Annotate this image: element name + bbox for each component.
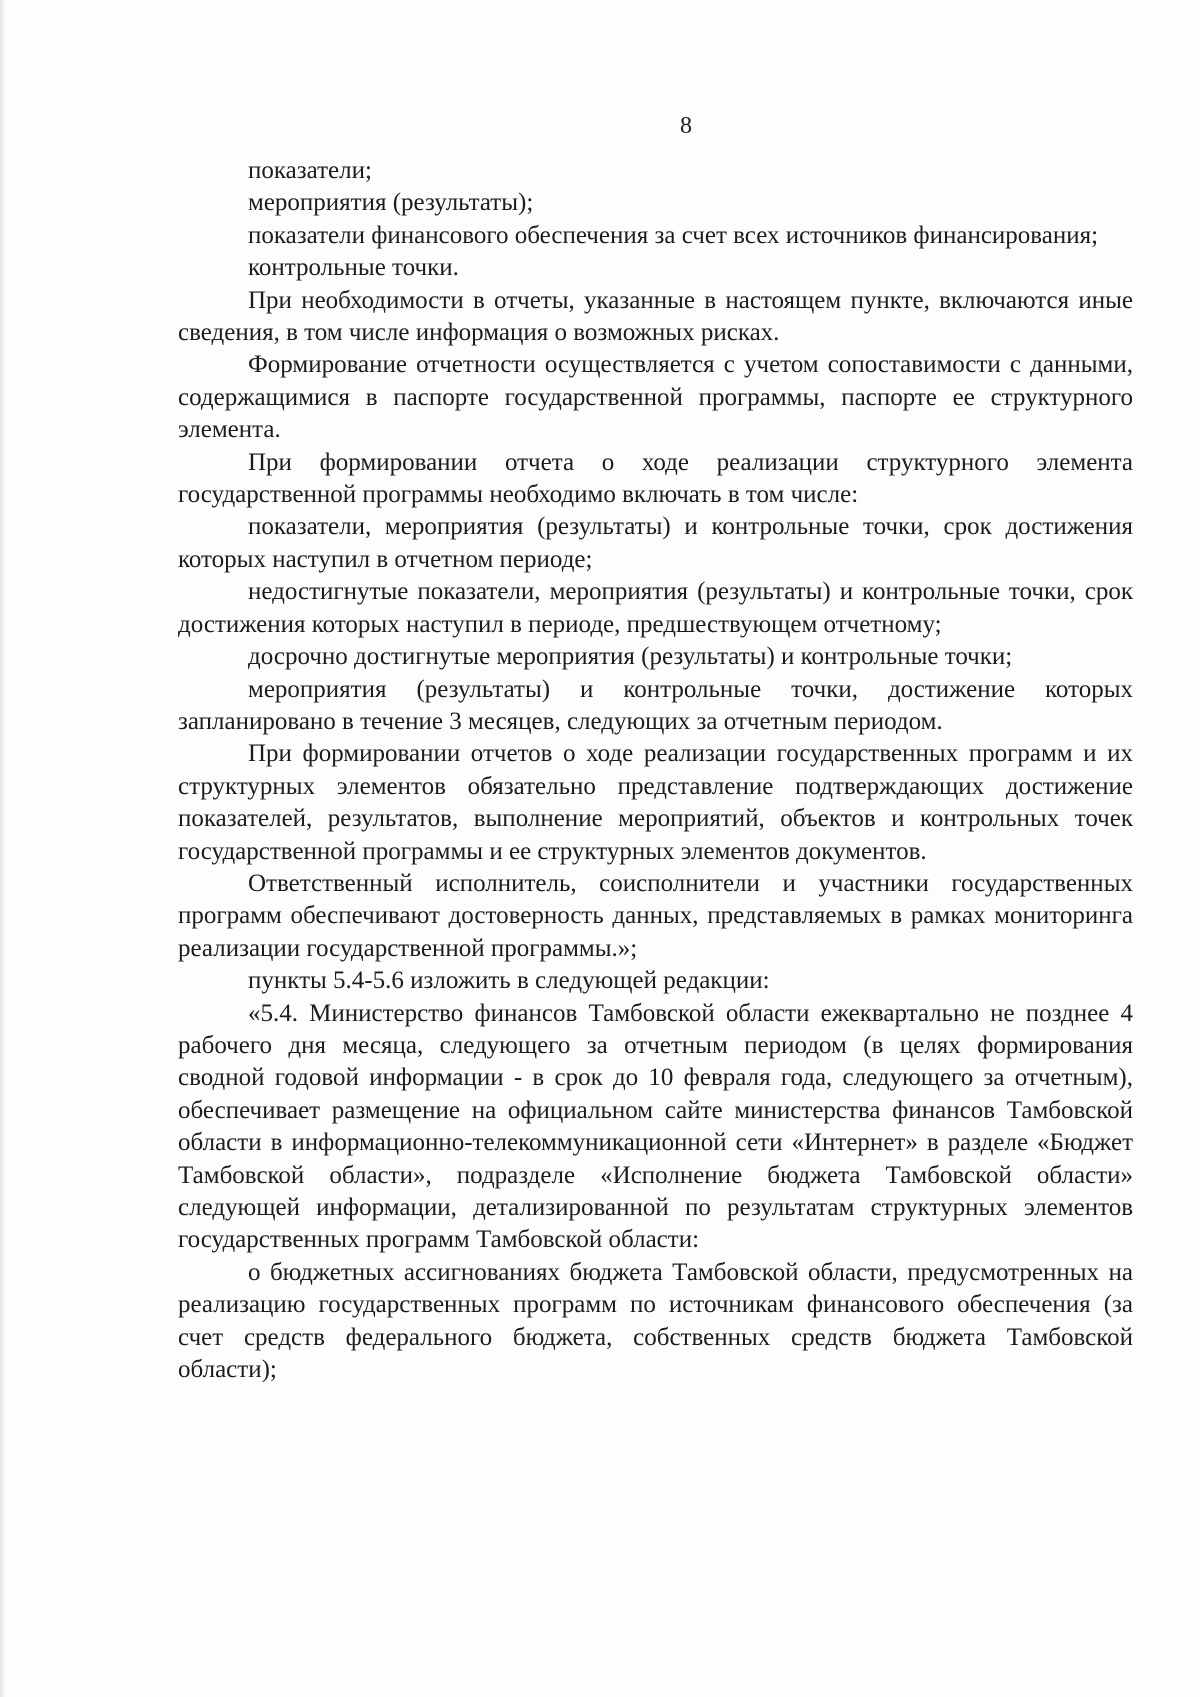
paragraph: недостигнутые показатели, мероприятия (результаты) и контрольные точки, срок достижения которых наступил в периоде, предшествующем отчетному;: [178, 578, 1133, 638]
paragraph: показатели, мероприятия (результаты) и контрольные точки, срок достижения которых наступил в отчетном периоде;: [178, 513, 1133, 573]
paragraph: Ответственный исполнитель, соисполнители и участники государственных программ обеспечивают достоверность данных, представляемых в рамках мониторинга реализации государственной программы.»;: [178, 869, 1133, 962]
paragraph: досрочно достигнутые мероприятия (результаты) и контрольные точки;: [248, 643, 1013, 671]
paragraph: показатели финансового обеспечения за счет всех источников финансирования;: [248, 221, 1099, 249]
paragraph: контрольные точки.: [248, 254, 459, 282]
document-body: [178, 155, 1133, 1386]
paragraph: мероприятия (результаты) и контрольные точки, достижение которых запланировано в течение 3 месяцев, следующих за отчетным периодом.: [178, 675, 1133, 735]
paragraph: При необходимости в отчеты, указанные в настоящем пункте, включаются иные сведения, в том числе информация о возможных рисках.: [178, 286, 1133, 347]
paragraph: «5.4. Министерство финансов Тамбовской области ежеквартально не позднее 4 рабочего дня месяца, следующего за отчетным периодом (в целях формирования сводной годовой информации - в срок до 10 февраля года, следующего за отчетным), обеспечивает размещение на официальном сайте министерства финансов Тамбовской области в информационно-телекоммуникационной сети «Интернет» в разделе «Бюджет Тамбовской области», подразделе «Исполнение бюджета Тамбовской области» следующей информации, детализированной по результатам структурных элементов государственных программ Тамбовской области:: [178, 999, 1133, 1254]
scan-edge-shadow: [0, 0, 6, 1697]
paragraph: мероприятия (результаты);: [248, 189, 534, 217]
page-number: 8: [680, 113, 692, 139]
paragraph: При формировании отчета о ходе реализации структурного элемента государственной программы необходимо включать в том числе:: [178, 448, 1133, 509]
paragraph: Формирование отчетности осуществляется с учетом сопоставимости с данными, содержащимися в паспорте государственной программы, паспорте ее структурного элемента.: [178, 351, 1133, 444]
paragraph: При формировании отчетов о ходе реализации государственных программ и их структурных элементов обязательно представление подтверждающих достижение показателей, результатов, выполнение мероприятий, объектов и контрольных точек государственной программы и ее структурных элементов документов.: [178, 740, 1133, 865]
paragraph: пункты 5.4-5.6 изложить в следующей редакции:: [248, 967, 770, 995]
paragraph: о бюджетных ассигнованиях бюджета Тамбовской области, предусмотренных на реализацию государственных программ по источникам финансового обеспечения (за счет средств федерального бюджета, собственных средств бюджета Тамбовской области);: [178, 1258, 1133, 1384]
paragraph: показатели;: [248, 157, 372, 184]
